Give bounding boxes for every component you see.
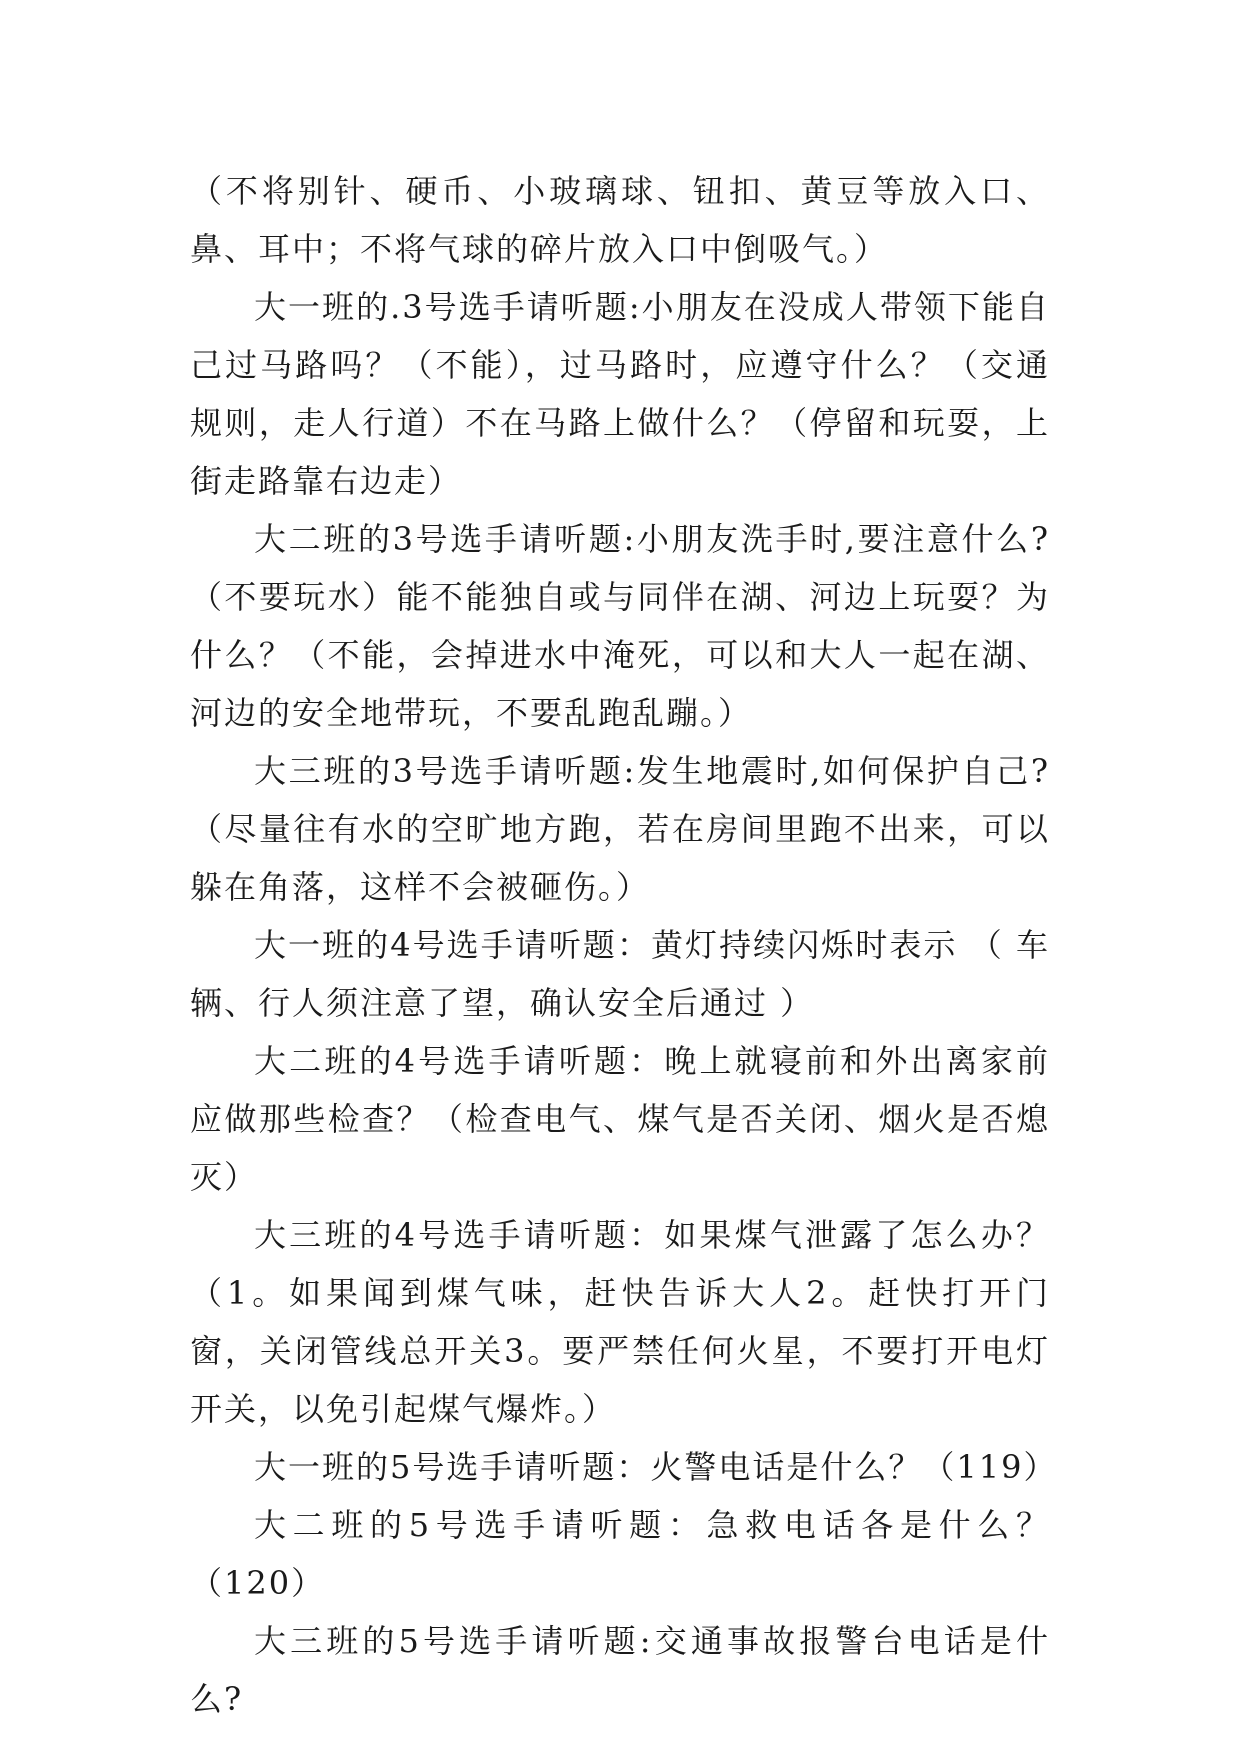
paragraph-7: 大三班的4号选手请听题：如果煤气泄露了怎么办？（1。如果闻到煤气味，赶快告诉大人2。赶快打开门窗，关闭管线总开关3。要严禁任何火星，不要打开电灯开关，以免引起煤气爆炸。）	[190, 1216, 1050, 1428]
paragraph-5: 大一班的4号选手请听题：黄灯持续闪烁时表示 （ 车辆、行人须注意了望，确认安全后通过 ）	[190, 926, 1050, 1022]
paragraph-2: 大一班的.3号选手请听题:小朋友在没成人带领下能自己过马路吗？（不能），过马路时，应遵守什么？（交通规则，走人行道）不在马路上做什么？（停留和玩耍，上街走路靠右边走）	[190, 288, 1050, 500]
paragraph-1: （不将别针、硬币、小玻璃球、钮扣、黄豆等放入口、鼻、耳中；不将气球的碎片放入口中倒吸气。）	[190, 172, 1050, 268]
paragraph-8: 大一班的5号选手请听题：火警电话是什么？（119）	[254, 1448, 1058, 1486]
paragraph-6: 大二班的4号选手请听题：晚上就寝前和外出离家前应做那些检查？（检查电气、煤气是否关闭、烟火是否熄灭）	[190, 1042, 1050, 1196]
paragraph-10: 大三班的5号选手请听题:交通事故报警台电话是什么?	[190, 1622, 1050, 1718]
paragraph-4: 大三班的3号选手请听题:发生地震时,如何保护自己?（尽量往有水的空旷地方跑，若在房间里跑不出来，可以躲在角落，这样不会被砸伤。）	[190, 752, 1050, 906]
document-body	[190, 162, 1058, 1728]
paragraph-9: 大二班的5号选手请听题：急救电话各是什么？（120）	[190, 1506, 1050, 1602]
paragraph-3: 大二班的3号选手请听题:小朋友洗手时,要注意什么?（不要玩水）能不能独自或与同伴在湖、河边上玩耍？为什么？（不能，会掉进水中淹死，可以和大人一起在湖、河边的安全地带玩，不要乱跑乱蹦。）	[190, 520, 1050, 732]
